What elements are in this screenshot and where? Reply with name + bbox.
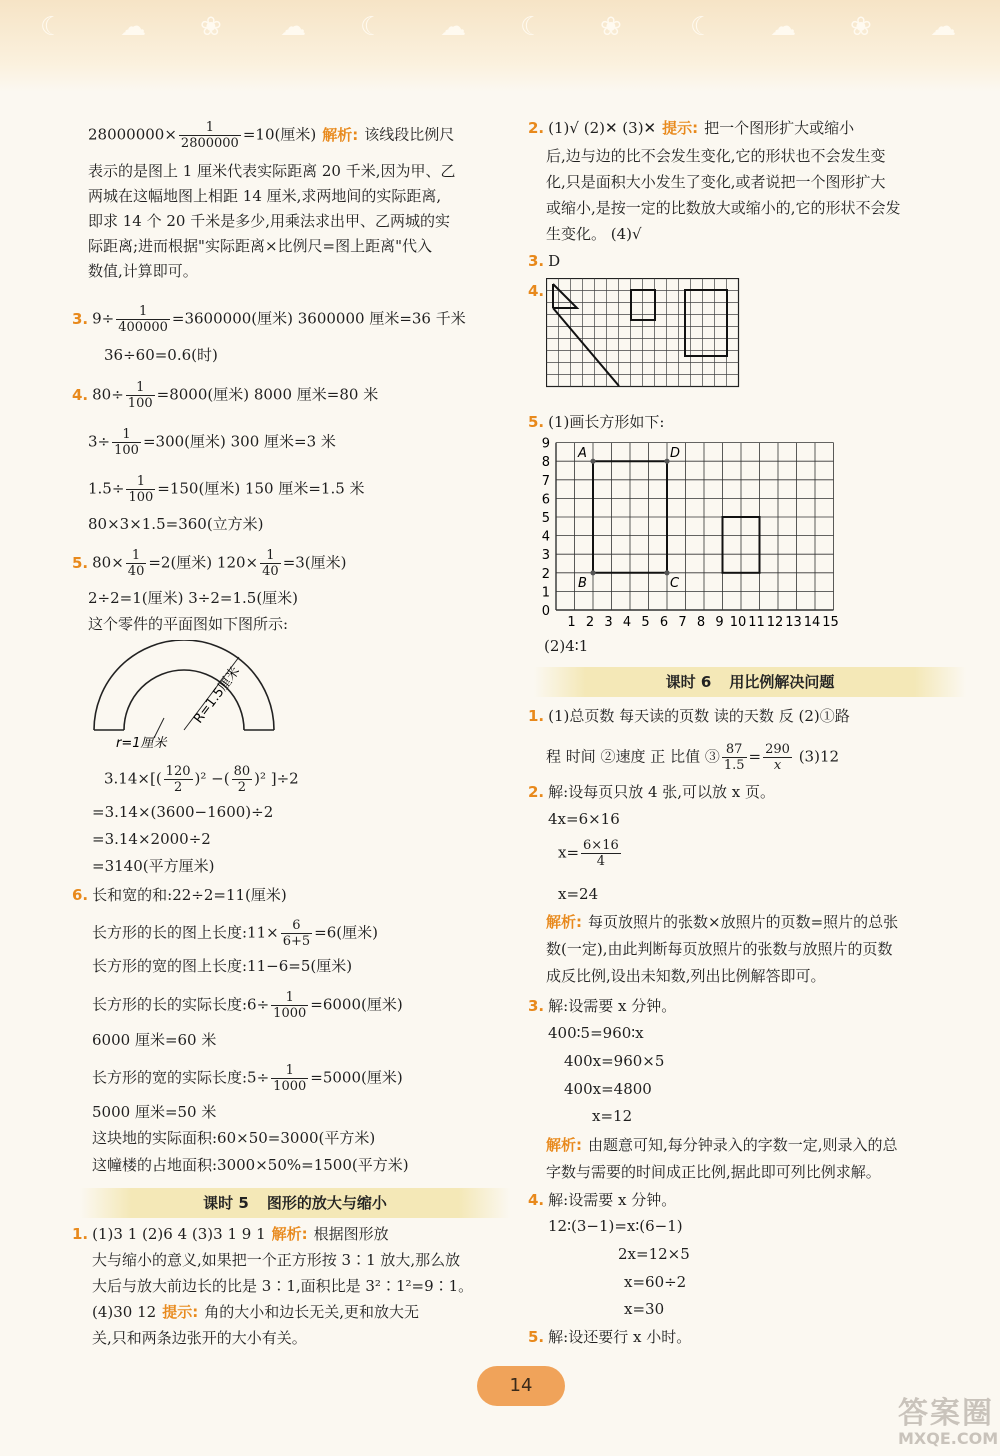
lesson-6-line-7: 解析: 每页放照片的张数×放照片的页数=照片的总张 — [546, 913, 899, 931]
cloud-icon: ☁ — [440, 12, 466, 42]
vertex-point — [590, 570, 595, 575]
question-3-line-2: 36÷60=0.6(时) — [104, 346, 218, 364]
hint-label: 提示: — [662, 119, 699, 137]
fraction: $\frac{1}{40}$ — [127, 548, 145, 579]
vertex-label: A — [578, 446, 587, 462]
lesson-5-question-1: 1. (1)3 1 (2)6 4 (3)3 1 9 1 解析: 根据图形放 — [72, 1225, 389, 1243]
moon-icon: ☾ — [360, 12, 384, 42]
outer-arc — [94, 640, 274, 730]
fraction: $\frac{6\times 16}{4}$ — [583, 838, 619, 869]
x-tick-label: 2 — [585, 615, 595, 630]
lesson-6-question-3: 3. 解:设需要 x 分钟。 — [528, 997, 677, 1015]
fraction: $\frac{1}{100}$ — [114, 427, 139, 458]
y-tick-label: 3 — [541, 548, 550, 564]
question-number: 1. — [72, 1225, 89, 1243]
small-triangle — [553, 284, 577, 308]
y-tick-label: 6 — [541, 492, 550, 508]
formula-line-2: =3.14×(3600−1600)÷2 — [92, 803, 274, 821]
x-tick-label: 11 — [748, 615, 765, 630]
vertex-point — [664, 570, 669, 575]
lesson-title: 图形的放大与缩小 — [266, 1194, 387, 1212]
section-header-lesson-6 — [534, 667, 966, 697]
text: 该线段比例尺 — [364, 125, 455, 144]
right-question-2: 2. (1)√ (2)✕ (3)✕ 提示: 把一个图形扩大或缩小 — [528, 119, 855, 137]
question-6-line-2: 长方形的长的图上长度:11× $\frac{6}{6+5}$ =6(厘米) — [92, 918, 378, 949]
lesson-6-line-11: 400∶5=960∶x — [548, 1024, 644, 1042]
y-tick-label: 9 — [541, 436, 550, 452]
x-tick-label: 6 — [659, 615, 669, 630]
bird-icon: ❀ — [850, 12, 872, 42]
question-3: 3. 9÷ $\frac{1}{400000}$ =3600000(厘米) 3600000 厘米=36 千米 — [72, 304, 466, 335]
question-number: 3. — [72, 309, 89, 328]
x-tick-label: 7 — [678, 615, 687, 630]
lesson-6-line-13: 400x=4800 — [564, 1080, 652, 1098]
lesson-6-line-2: 程 时间 ②速度 正 比值 ③ $\frac{87}{1.5}$ = $\frac{290}{x}$ (3)12 — [546, 742, 840, 773]
fraction: $\frac{120}{2}$ — [165, 764, 191, 795]
fraction: $\frac{6}{6+5}$ — [282, 918, 311, 949]
question-number: 5. — [72, 553, 89, 572]
bird-icon: ❀ — [600, 12, 622, 42]
fraction: $\frac{1}{400000}$ — [118, 304, 168, 335]
fraction: $\frac{1}{1000}$ — [273, 990, 307, 1021]
x-tick-label: 9 — [715, 615, 724, 630]
question-number: 4. — [72, 385, 89, 404]
question-number: 2. — [528, 119, 545, 137]
question-4-line-2: 3÷ $\frac{1}{100}$ =300(厘米) 300 厘米=3 米 — [88, 427, 336, 458]
coordinate-grid-rectangle — [536, 434, 856, 630]
x-tick-label: 8 — [696, 615, 706, 630]
lesson-5-line-4: (4)30 12 提示: 角的大小和边长无关,更和放大无 — [92, 1303, 419, 1321]
vertex-point — [590, 459, 595, 464]
fraction: $\frac{1}{1000}$ — [273, 1063, 307, 1094]
lesson-6-line-8: 数(一定),由此判断每页放照片的张数与放照片的页数 — [546, 940, 893, 958]
grid-figure-question-4 — [546, 278, 740, 388]
moon-icon: ☾ — [690, 12, 714, 42]
drawn-shapes — [577, 446, 760, 591]
question-4-line-4: 80×3×1.5=360(立方米) — [88, 515, 264, 533]
text: 28000000× — [88, 125, 177, 144]
right-question-5-part-2: (2)4∶1 — [544, 637, 589, 655]
hint-label: 提示: — [162, 1303, 199, 1321]
question-5-line-2: 2÷2=1(厘米) 3÷2=1.5(厘米) — [88, 589, 299, 607]
header-decoration-band — [0, 0, 1000, 92]
right-question-5: 5. (1)画长方形如下: — [528, 413, 665, 431]
question-6-line-7: 5000 厘米=50 米 — [92, 1103, 217, 1121]
question-number: 5. — [528, 413, 545, 431]
y-tick-label: 2 — [541, 566, 550, 582]
y-tick-label: 8 — [541, 455, 550, 471]
lesson-6-line-14: x=12 — [592, 1107, 633, 1125]
lesson-5-line-2: 大与缩小的意义,如果把一个正方形按 3∶1 放大,那么放 — [92, 1251, 461, 1269]
lesson-6-line-9: 成反比例,设出未知数,列出比例解答即可。 — [546, 967, 826, 985]
question-number: 5. — [528, 1328, 545, 1346]
right-line-3: 化,只是面积大小发生了变化,或者说把一个图形扩大 — [546, 173, 886, 191]
question-5-line-3: 这个零件的平面图如下图所示: — [88, 615, 289, 633]
question-number: 2. — [528, 783, 545, 801]
fraction: $\frac{1}{2800000}$ — [180, 120, 239, 151]
formula-line-3: =3.14×2000÷2 — [92, 830, 211, 848]
left-line-1 — [88, 120, 454, 151]
lesson-6-line-12: 400x=960×5 — [564, 1052, 665, 1070]
right-line-5: 生变化。 (4)√ — [546, 225, 642, 243]
small-radius-label: r=1厘米 — [116, 736, 167, 751]
analysis-label: 解析: — [546, 913, 582, 931]
fraction: $\frac{290}{x}$ — [765, 742, 790, 773]
cloud-icon: ☁ — [120, 12, 146, 42]
moon-icon: ☾ — [40, 12, 64, 42]
question-number: 3. — [528, 252, 545, 270]
vertex-label: B — [578, 575, 587, 591]
question-4: 4. 80÷ $\frac{1}{100}$ =8000(厘米) 8000 厘米=80 米 — [72, 380, 379, 411]
fraction: $\frac{87}{1.5}$ — [723, 742, 745, 773]
y-tick-label: 7 — [541, 473, 550, 489]
y-tick-labels — [542, 437, 550, 619]
question-6-line-8: 这块地的实际面积:60×50=3000(平方米) — [92, 1129, 376, 1147]
y-tick-label: 1 — [541, 585, 550, 601]
text: =10(厘米) — [242, 125, 317, 144]
lesson-6-line-20: x=60÷2 — [624, 1273, 687, 1291]
moon-icon: ☾ — [520, 12, 544, 42]
lesson-6-line-4: 4x=6×16 — [548, 810, 620, 828]
vertex-label: C — [670, 575, 680, 591]
question-6-line-3: 长方形的宽的图上长度:11−6=5(厘米) — [92, 957, 353, 975]
large-rectangle — [685, 290, 727, 356]
question-number: 4. — [528, 282, 545, 300]
question-4-line-3: 1.5÷ $\frac{1}{100}$ =150(厘米) 150 厘米=1.5 米 — [88, 474, 365, 505]
lesson-6-line-5: x= $\frac{6\times 16}{4}$ — [558, 838, 619, 869]
left-line-3: 两城在这幅地图上相距 14 厘米,求两地间的实际距离, — [88, 187, 442, 205]
bird-icon: ❀ — [200, 12, 222, 42]
page-number: 14 — [477, 1366, 565, 1406]
lesson-6-question-4: 4. 解:设需要 x 分钟。 — [528, 1191, 677, 1209]
left-line-5: 际距离;进而根据"实际距离×比例尺=图上距离"代入 — [88, 237, 432, 255]
fraction: $\frac{1}{100}$ — [128, 474, 154, 505]
lesson-6-question-5: 5. 解:设还要行 x 小时。 — [528, 1328, 692, 1346]
watermark-url: MXQE.COM — [898, 1429, 999, 1448]
analysis-label: 解析: — [322, 125, 359, 144]
small-radius-pointer — [154, 718, 164, 738]
lesson-6-line-21: x=30 — [624, 1300, 665, 1318]
x-tick-labels — [567, 615, 838, 630]
lesson-6-line-16: 字数与需要的时间成正比例,据此即可列比例求解。 — [546, 1163, 881, 1181]
vertex-point — [664, 459, 669, 464]
lesson-5-line-5: 关,只和两条边张开的大小有关。 — [92, 1329, 307, 1347]
lesson-number: 课时 6 — [665, 673, 712, 691]
cloud-icon: ☁ — [770, 12, 796, 42]
y-tick-label: 0 — [541, 604, 550, 619]
lesson-6-question-1: 1. (1)总页数 每天读的页数 读的天数 反 (2)①路 — [528, 707, 850, 725]
lesson-6-line-6: x=24 — [558, 885, 599, 903]
x-tick-label: 10 — [729, 615, 747, 630]
x-tick-label: 12 — [766, 615, 784, 630]
watermark — [898, 1398, 998, 1448]
fraction: $\frac{80}{2}$ — [233, 764, 251, 795]
question-6-line-9: 这幢楼的占地面积:3000×50%=1500(平方米) — [92, 1156, 409, 1174]
x-tick-label: 13 — [785, 615, 802, 630]
lesson-6-line-18: 12∶(3−1)=x∶(6−1) — [548, 1217, 683, 1235]
coordinate-grid-lines — [556, 443, 834, 610]
question-number: 1. — [528, 707, 545, 725]
watermark-logo-text: 答案圈 — [898, 1396, 994, 1431]
question-5: 5. 80× $\frac{1}{40}$ =2(厘米) 120× $\frac{1}{40}$ =3(厘米) — [72, 548, 347, 579]
question-number: 4. — [528, 1191, 545, 1209]
y-tick-label: 4 — [541, 529, 550, 545]
grid-lines — [547, 279, 739, 387]
lesson-title: 用比例解决问题 — [729, 673, 835, 691]
x-tick-label: 5 — [641, 615, 650, 630]
small-rectangle — [631, 290, 655, 320]
lesson-6-line-15: 解析: 由题意可知,每分钟录入的字数一定,则录入的总 — [546, 1136, 898, 1154]
formula-line-4: =3140(平方厘米) — [92, 857, 215, 875]
right-line-2: 后,边与边的比不会发生变化,它的形状也不会发生变 — [546, 147, 886, 165]
lesson-6-question-2: 2. 解:设每页只放 4 张,可以放 x 页。 — [528, 783, 776, 801]
analysis-label: 解析: — [546, 1136, 582, 1154]
question-6-line-6: 长方形的宽的实际长度:5÷ $\frac{1}{1000}$ =5000(厘米) — [92, 1063, 403, 1094]
fraction: $\frac{1}{100}$ — [127, 380, 153, 411]
question-6-line-5: 6000 厘米=60 米 — [92, 1031, 217, 1049]
x-tick-label: 4 — [622, 615, 632, 630]
question-number: 6. — [72, 886, 89, 904]
formula-line-1: 3.14×[( $\frac{120}{2}$ )² −( $\frac{80}{2}$ )² ]÷2 — [104, 764, 299, 795]
y-tick-label: 5 — [541, 511, 550, 526]
question-6-line-4: 长方形的长的实际长度:6÷ $\frac{1}{1000}$ =6000(厘米) — [92, 990, 403, 1021]
cloud-icon: ☁ — [930, 12, 956, 42]
lesson-number: 课时 5 — [203, 1194, 249, 1212]
fraction: $\frac{1}{40}$ — [262, 548, 279, 579]
lesson-6-line-19: 2x=12×5 — [618, 1245, 690, 1263]
question-number: 3. — [528, 997, 545, 1015]
vertex-label: D — [670, 446, 681, 462]
radius-label: R=1.5厘米 — [191, 664, 244, 727]
analysis-label: 解析: — [271, 1225, 308, 1243]
semicircle-part-figure — [84, 640, 284, 752]
question-6: 6. 长和宽的和:22÷2=11(厘米) — [72, 886, 287, 904]
lesson-5-line-3: 大后与放大前边长的比是 3∶1,面积比是 3²∶1²=9∶1。 — [92, 1277, 474, 1295]
section-header-lesson-5 — [80, 1188, 510, 1218]
left-line-6: 数值,计算即可。 — [88, 262, 198, 280]
x-tick-label: 3 — [604, 615, 613, 630]
left-line-4: 即求 14 个 20 千米是多少,用乘法求出甲、乙两城的实 — [88, 212, 451, 230]
cloud-icon: ☁ — [280, 12, 306, 42]
x-tick-label: 1 — [567, 615, 576, 630]
right-question-3: 3. D — [528, 252, 561, 270]
right-line-4: 或缩小,是按一定的比数放大或缩小的,它的形状不会发 — [546, 199, 901, 217]
x-tick-label: 15 — [822, 615, 839, 630]
left-line-2: 表示的是图上 1 厘米代表实际距离 20 千米,因为甲、乙 — [88, 162, 456, 180]
x-tick-label: 14 — [803, 615, 821, 630]
